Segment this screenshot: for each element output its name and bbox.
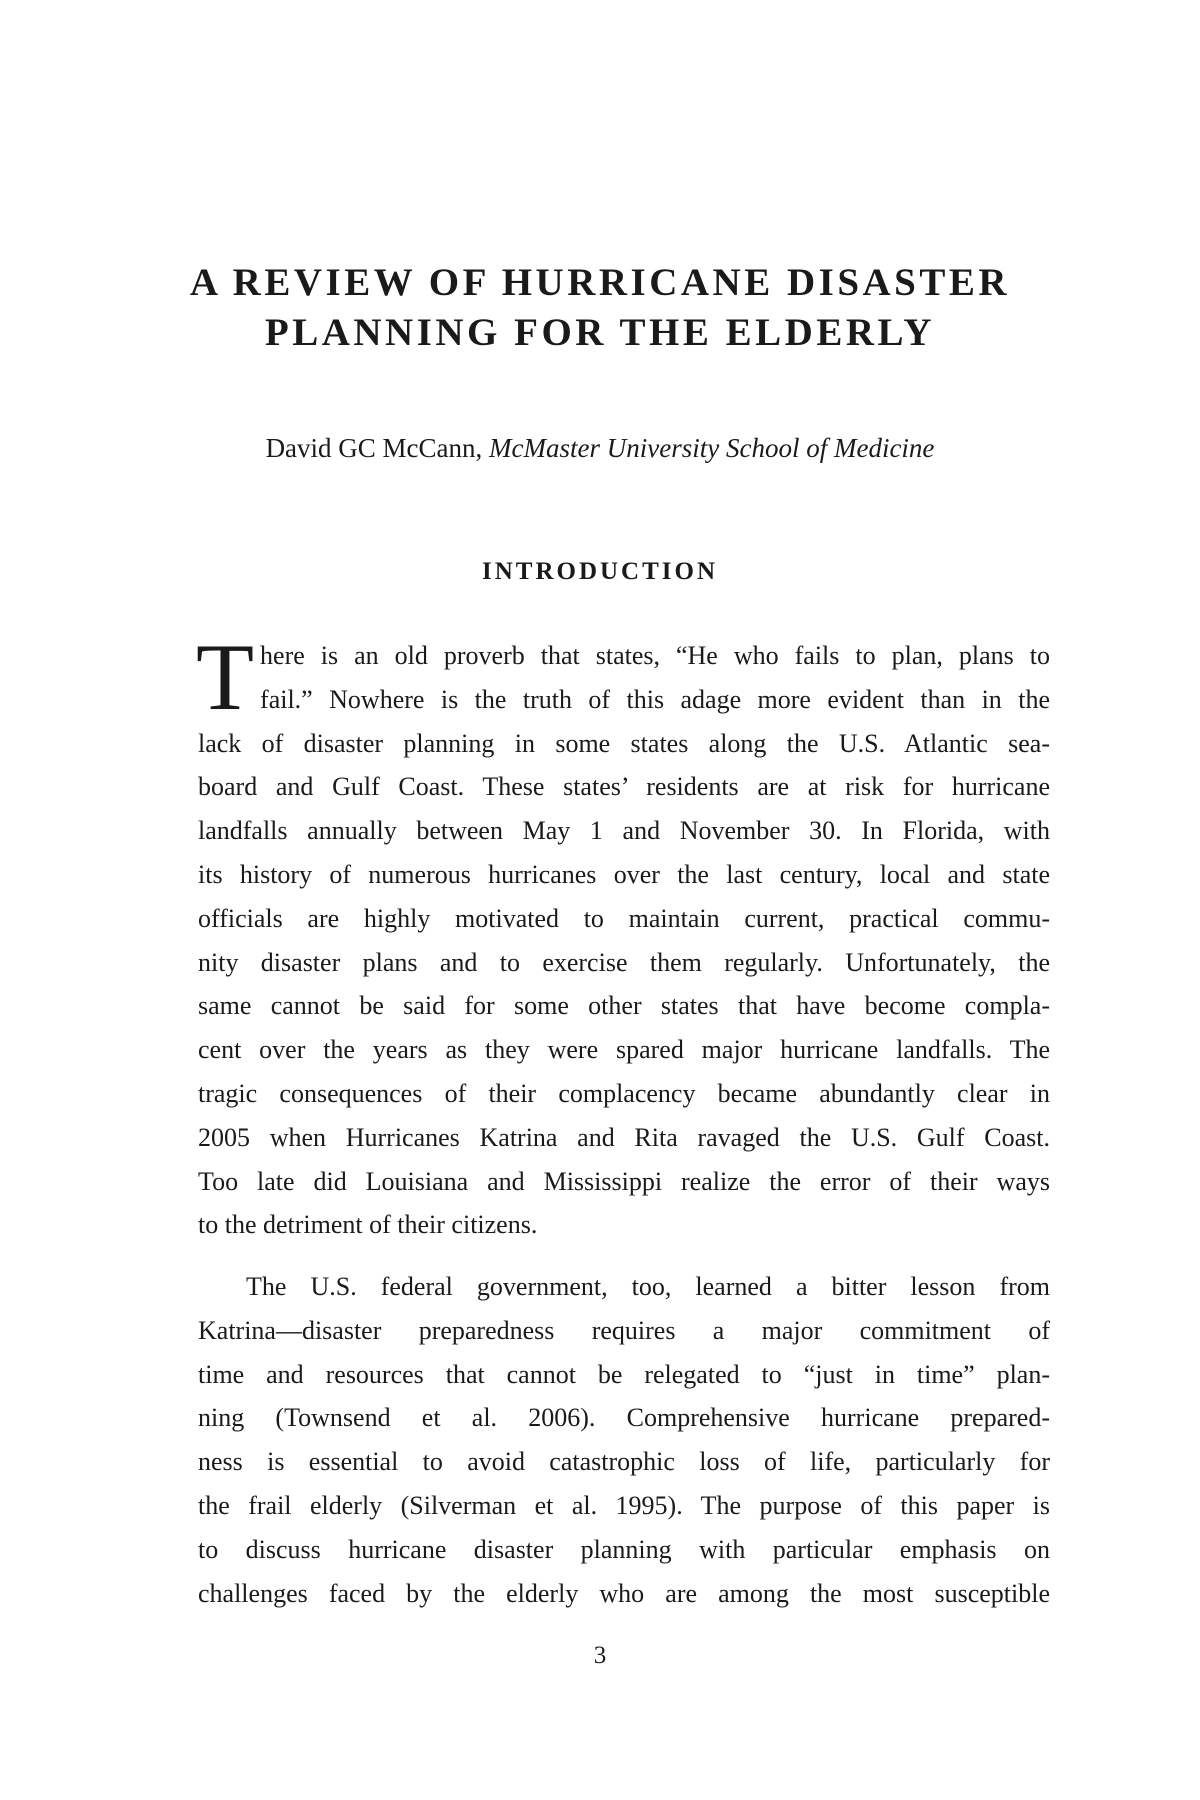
- paragraph-1-line: nity disaster plans and to exercise them regularly. Unfortunately, the: [198, 947, 1050, 977]
- paragraph-1-line: its history of numerous hurricanes over the last century, local and state: [198, 859, 1050, 889]
- paragraph-2-line: The U.S. federal government, too, learned a bitter lesson from: [246, 1272, 1050, 1301]
- paragraph-2-line: the frail elderly (Silverman et al. 1995). The purpose of this paper is: [198, 1490, 1050, 1520]
- paper-title-line-2: PLANNING FOR THE ELDERLY: [264, 311, 936, 354]
- paragraph-2-line: ning (Townsend et al. 2006). Comprehensive hurricane prepared-: [198, 1403, 1050, 1433]
- paragraph-1-line: same cannot be said for some other states that have become compla-: [198, 991, 1050, 1021]
- author-name: David GC McCann,: [265, 433, 490, 463]
- paper-title: [150, 258, 1050, 358]
- paragraph-1-line: landfalls annually between May 1 and November 30. In Florida, with: [198, 816, 1050, 846]
- paragraph-1-line: here is an old proverb that states, “He who fails to plan, plans to: [260, 641, 1050, 670]
- paragraph-2-line: to discuss hurricane disaster planning with particular emphasis on: [198, 1534, 1050, 1564]
- paragraph-1-line: Too late did Louisiana and Mississippi realize the error of their ways: [198, 1166, 1050, 1196]
- paragraph-1-line: cent over the years as they were spared major hurricane landfalls. The: [198, 1035, 1050, 1065]
- author-affiliation: McMaster University School of Medicine: [489, 433, 935, 463]
- page-number: 3: [593, 1642, 607, 1669]
- paragraph-1-line: board and Gulf Coast. These states’ residents are at risk for hurricane: [198, 772, 1050, 802]
- paragraph-1-line: lack of disaster planning in some states along the U.S. Atlantic sea-: [198, 728, 1050, 758]
- paragraph-1-line: 2005 when Hurricanes Katrina and Rita ravaged the U.S. Gulf Coast.: [198, 1122, 1050, 1152]
- paragraph-2-line: challenges faced by the elderly who are among the most susceptible: [198, 1578, 1050, 1608]
- paragraph-2-line: ness is essential to avoid catastrophic loss of life, particularly for: [198, 1447, 1050, 1477]
- paragraph-2: [198, 1265, 1050, 1615]
- paragraph-1-line: tragic consequences of their complacency became abundantly clear in: [198, 1078, 1050, 1108]
- paragraph-1-line: to the detriment of their citizens.: [198, 1210, 538, 1240]
- paragraph-2-line: Katrina—disaster preparedness requires a major commitment of: [198, 1315, 1050, 1345]
- paragraph-1-line: fail.” Nowhere is the truth of this adage more evident than in the: [260, 684, 1050, 714]
- paragraph-1-line: officials are highly motivated to maintain current, practical commu-: [198, 903, 1050, 933]
- paper-title-line-1: A REVIEW OF HURRICANE DISASTER: [189, 261, 1011, 304]
- paragraph-1: [196, 624, 1050, 1247]
- drop-cap: T: [196, 624, 255, 730]
- paragraph-2-line: time and resources that cannot be relegated to “just in time” plan-: [198, 1359, 1050, 1389]
- author-byline: [150, 431, 1050, 465]
- section-heading-introduction: INTRODUCTION: [481, 558, 719, 585]
